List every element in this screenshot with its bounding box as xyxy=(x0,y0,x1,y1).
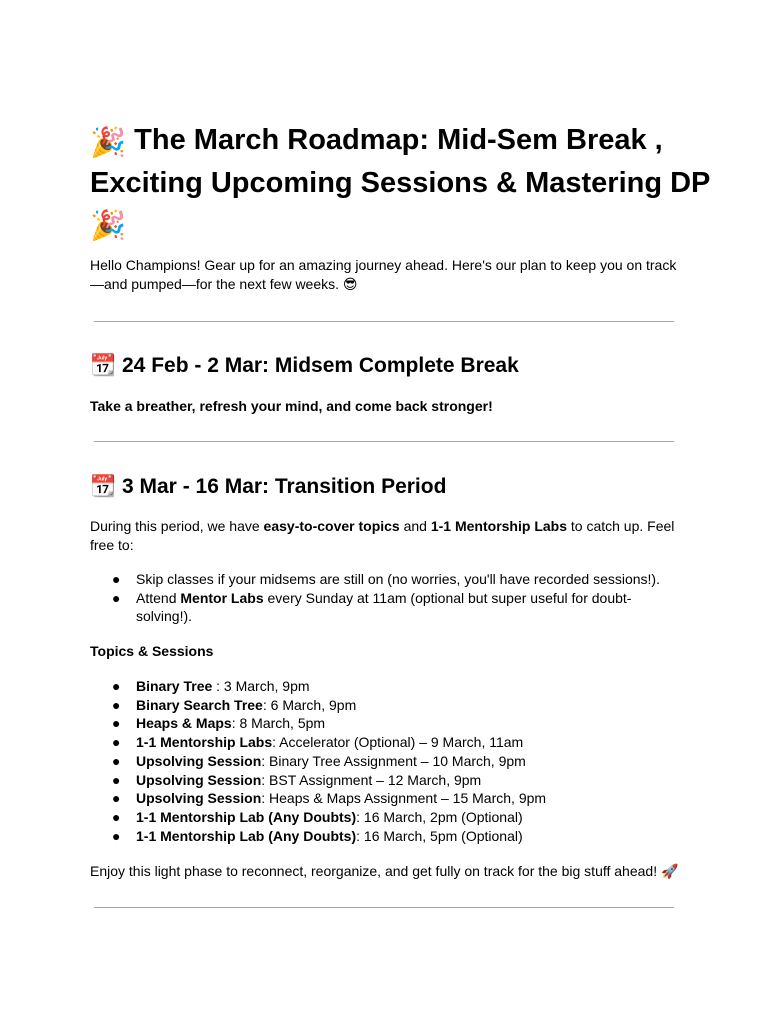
intro-paragraph xyxy=(90,256,690,294)
free-to-list xyxy=(112,570,672,626)
bullet-icon: ● xyxy=(112,808,121,825)
closing-text: Enjoy this light phase to reconnect, reorganize, and get fully on track for the big stuff ahead! xyxy=(90,863,658,879)
section-heading-text: 24 Feb - 2 Mar: Midsem Complete Break xyxy=(122,354,519,377)
list-item xyxy=(112,808,672,827)
session-name: Upsolving Session xyxy=(136,771,262,788)
list-item xyxy=(112,789,672,808)
session-detail: : BST Assignment – 12 March, 9pm xyxy=(261,771,482,788)
topics-heading: Topics & Sessions xyxy=(90,643,214,659)
list-item-text: Skip classes if your midsems are still on (no worries, you'll have recorded sessions!). xyxy=(136,571,660,587)
party-popper-icon: 🎉 xyxy=(90,127,127,159)
intro-bold-labs: 1-1 Mentorship Labs xyxy=(430,518,567,534)
calendar-icon: 📆 xyxy=(90,354,117,377)
page-title-text: The March Roadmap: Mid-Sem Break , Exciting Upcoming Sessions & Mastering DP xyxy=(90,124,710,199)
transition-intro xyxy=(90,517,682,555)
session-detail: : Binary Tree Assignment – 10 March, 9pm xyxy=(261,752,526,769)
bullet-icon: ● xyxy=(112,771,121,788)
session-name: 1-1 Mentorship Labs xyxy=(136,734,273,751)
section-tagline: Take a breather, refresh your mind, and come back stronger! xyxy=(90,398,493,414)
intro-text-part: During this period, we have xyxy=(90,518,264,534)
sunglasses-icon: 😎 xyxy=(342,276,358,292)
list-item xyxy=(112,752,672,771)
intro-text: Hello Champions! Gear up for an amazing journey ahead. Here's our plan to keep you on track—and pumped—for the next few weeks. xyxy=(90,257,677,292)
calendar-icon: 📆 xyxy=(90,475,117,498)
bullet-icon: ● xyxy=(112,715,121,732)
section-heading-transition-period xyxy=(90,473,446,501)
divider xyxy=(94,321,674,322)
divider xyxy=(94,441,674,442)
session-name: Upsolving Session xyxy=(136,752,262,769)
section-heading-midsem-break xyxy=(90,352,519,380)
bullet-icon: ● xyxy=(112,571,121,587)
divider xyxy=(94,907,674,908)
session-name: Upsolving Session xyxy=(136,790,262,807)
intro-text-part: to catch up. Feel free to: xyxy=(90,518,675,553)
list-item xyxy=(112,733,672,752)
list-item xyxy=(112,570,672,589)
list-item xyxy=(112,677,672,696)
session-detail: : 6 March, 9pm xyxy=(262,696,357,713)
list-item xyxy=(112,827,672,846)
list-item xyxy=(112,714,672,733)
list-item xyxy=(112,696,672,715)
page-title xyxy=(90,120,710,246)
session-detail: : 3 March, 9pm xyxy=(212,678,310,694)
session-detail: : Heaps & Maps Assignment – 15 March, 9pm xyxy=(261,790,547,807)
list-item xyxy=(112,589,672,626)
list-item-text: Attend xyxy=(136,589,181,606)
rocket-icon: 🚀 xyxy=(660,863,679,879)
list-item-bold: Mentor Labs xyxy=(180,589,264,606)
session-name: Binary Search Tree xyxy=(136,696,263,713)
sessions-list xyxy=(112,677,672,845)
closing-paragraph xyxy=(90,862,682,881)
session-detail: : 16 March, 2pm (Optional) xyxy=(356,808,523,825)
session-detail: : 16 March, 5pm (Optional) xyxy=(356,827,523,844)
bullet-icon: ● xyxy=(112,790,121,807)
session-name: 1-1 Mentorship Lab (Any Doubts) xyxy=(136,827,357,844)
session-name: 1-1 Mentorship Lab (Any Doubts) xyxy=(136,808,357,825)
section-heading-text: 3 Mar - 16 Mar: Transition Period xyxy=(122,475,447,498)
bullet-icon: ● xyxy=(112,678,121,694)
intro-text-part: and xyxy=(399,518,431,534)
bullet-icon: ● xyxy=(112,696,121,713)
list-item xyxy=(112,771,672,790)
bullet-icon: ● xyxy=(112,752,121,769)
list-item-text: every Sunday at 11am (optional but super useful for doubt-solving!). xyxy=(136,589,632,625)
bullet-icon: ● xyxy=(112,827,121,844)
session-detail: : 8 March, 5pm xyxy=(231,715,326,732)
session-detail: : Accelerator (Optional) – 9 March, 11am xyxy=(272,734,524,751)
session-name: Heaps & Maps xyxy=(136,715,232,732)
party-popper-icon: 🎉 xyxy=(90,210,127,242)
session-name: Binary Tree xyxy=(136,678,213,694)
bullet-icon: ● xyxy=(112,589,121,606)
intro-bold-topics: easy-to-cover topics xyxy=(263,518,400,534)
bullet-icon: ● xyxy=(112,734,121,751)
